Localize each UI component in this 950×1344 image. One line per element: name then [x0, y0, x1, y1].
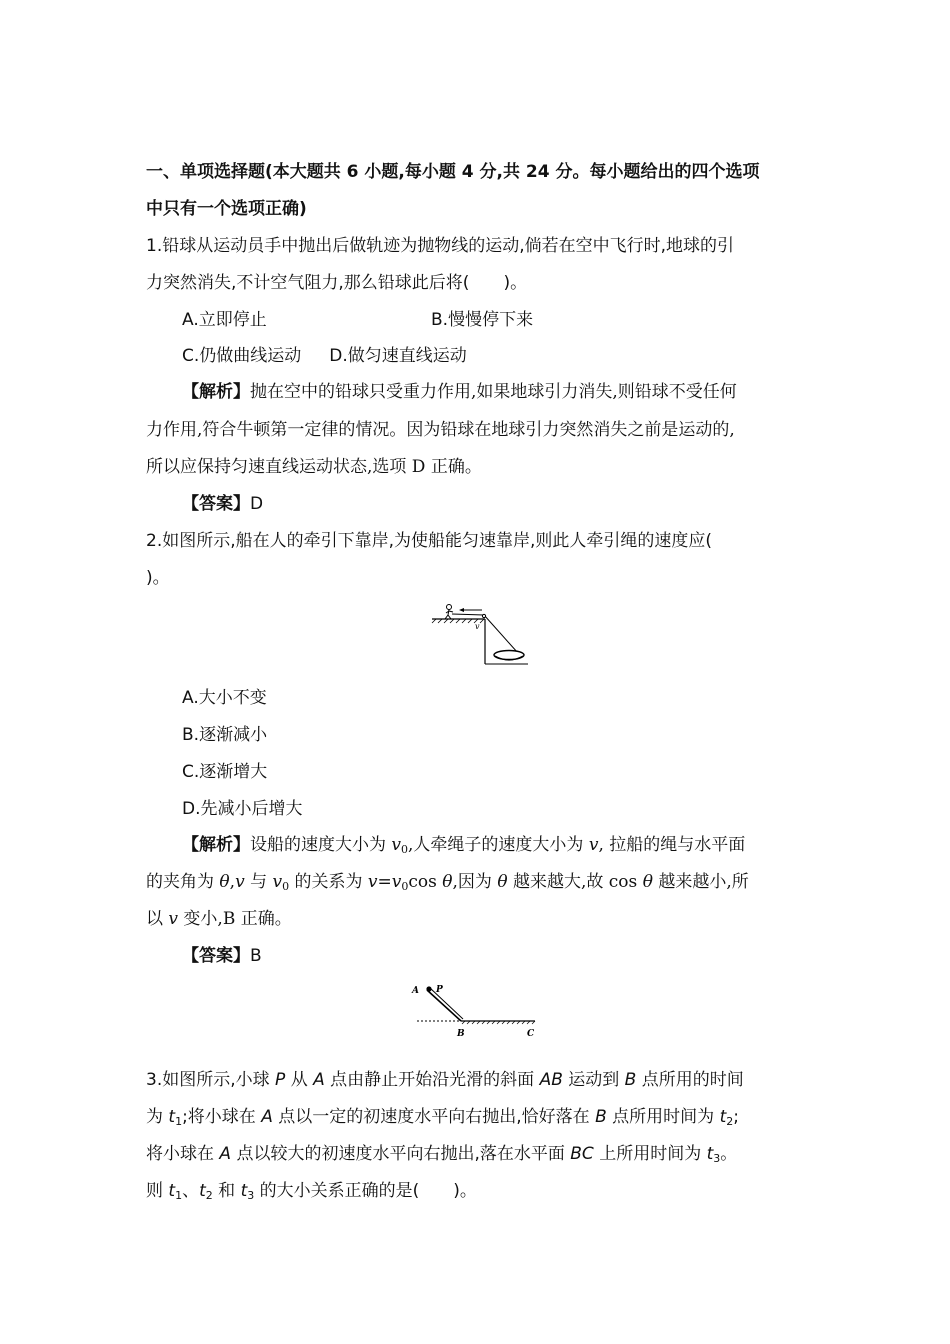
q2-answer-label: 【答案】	[182, 946, 250, 966]
q3-text: 和	[212, 1181, 241, 1201]
q2-analysis-text: ,	[229, 872, 236, 892]
q3-text: 、	[182, 1181, 200, 1201]
incline-ab	[427, 990, 461, 1021]
var-p: P	[275, 1070, 286, 1090]
figure-label-b: B	[457, 1029, 465, 1039]
q3-text: 将小球在	[146, 1144, 220, 1164]
q3-text: ;	[733, 1107, 739, 1127]
q2-analysis-text: 变小,B 正确。	[178, 909, 292, 929]
var-a: A	[219, 1144, 232, 1164]
figure-label-p: P	[436, 985, 443, 995]
var-b: B	[595, 1107, 607, 1127]
subscript: 0	[401, 843, 409, 856]
q1-options-cd	[182, 344, 467, 368]
q3-text: 的大小关系正确的是( )。	[254, 1181, 477, 1201]
var-theta: θ	[219, 872, 230, 892]
var-v: v	[235, 872, 245, 892]
var-theta: θ	[497, 872, 508, 892]
q3-stem-line3	[146, 1142, 737, 1166]
rope	[484, 615, 518, 653]
q2-analysis-text: 的关系为	[289, 872, 368, 892]
var-theta: θ	[642, 872, 653, 892]
subscript: 3	[713, 1152, 721, 1165]
var-theta: θ	[442, 872, 453, 892]
q3-text: 点所用时间为	[606, 1107, 720, 1127]
var-v: v	[272, 872, 283, 892]
q1-answer-label: 【答案】	[182, 494, 250, 514]
subscript: 0	[401, 880, 409, 893]
boat-icon	[494, 651, 524, 661]
q2-option-d: D.先减小后增大	[182, 799, 303, 819]
var-t: t	[706, 1144, 714, 1164]
q1-analysis-line2: 力作用,符合牛顿第一定律的情况。因为铅球在地球引力突然消失之前是运动的,	[146, 420, 735, 440]
q2-analysis-text: 的夹角为	[146, 872, 220, 892]
var-t: t	[240, 1181, 248, 1201]
q2-analysis-line3	[146, 907, 292, 931]
q1-option-d: D.做匀速直线运动	[329, 346, 467, 366]
q2-option-c: C.逐渐增大	[182, 762, 268, 782]
q3-text: ;将小球在	[182, 1107, 262, 1127]
q1-option-b: B.慢慢停下来	[431, 310, 534, 330]
q2-analysis-line2	[146, 870, 749, 894]
var-a: A	[313, 1070, 325, 1090]
q2-option-a: A.大小不变	[182, 688, 267, 708]
q1-analysis-line3: 所以应保持匀速直线运动状态,选项 D 正确。	[146, 457, 482, 477]
q2-analysis-text: , 拉船的绳与水平面	[598, 835, 746, 855]
section-title-line2: 中只有一个选项正确)	[146, 199, 307, 219]
q3-stem-line4	[146, 1179, 477, 1203]
q1-analysis-label: 【解析】	[182, 382, 250, 402]
q1-option-a: A.立即停止	[182, 310, 267, 330]
q2-stem-line2: )。	[146, 568, 170, 588]
var-t: t	[199, 1181, 206, 1201]
var-a: A	[261, 1107, 273, 1127]
q3-text: 点由静止开始沿光滑的斜面	[324, 1070, 540, 1090]
q1-stem-line2: 力突然消失,不计空气阻力,那么铅球此后将( )。	[146, 273, 528, 293]
q3-text: 点以较大的初速度水平向右抛出,落在水平面	[231, 1144, 571, 1164]
q3-text: 点所用的时间	[636, 1070, 744, 1090]
q3-text: 从	[285, 1070, 314, 1090]
figure-label-a: A	[412, 986, 419, 996]
q3-text: 。	[720, 1144, 738, 1164]
pulley-icon	[482, 614, 485, 617]
q1-answer	[182, 492, 263, 516]
q2-answer	[182, 944, 262, 968]
subscript: 2	[205, 1189, 213, 1202]
q2-answer-value: B	[250, 946, 262, 966]
var-v: v	[168, 909, 179, 929]
boat-pulling-figure	[430, 598, 530, 668]
var-v: v	[391, 872, 402, 892]
rope-top	[452, 614, 484, 615]
subscript: 2	[726, 1115, 734, 1128]
figure-label-c: C	[527, 1029, 535, 1039]
q2-option-b: B.逐渐减小	[182, 725, 268, 745]
var-v: v	[588, 835, 599, 855]
q1-analysis-line1	[182, 380, 737, 404]
var-t: t	[168, 1181, 176, 1201]
equals-sign: =	[377, 872, 392, 892]
var-bc: BC	[570, 1144, 594, 1164]
q1-analysis-text1: 抛在空中的铅球只受重力作用,如果地球引力消失,则铅球不受任何	[250, 382, 737, 402]
q2-stem-line1: 2.如图所示,船在人的牵引下靠岸,为使船能匀速靠岸,则此人牵引绳的速度应(	[146, 531, 713, 551]
var-v: v	[391, 835, 402, 855]
var-b: B	[624, 1070, 637, 1090]
q3-text: 点以一定的初速度水平向右抛出,恰好落在	[272, 1107, 596, 1127]
cos-text: cos	[408, 872, 443, 892]
q3-text: 则	[146, 1181, 169, 1201]
q1-option-c: C.仍做曲线运动	[182, 346, 302, 366]
q2-analysis-text: 越来越大,故 cos	[507, 872, 643, 892]
figure-label-v: v	[475, 622, 480, 631]
subscript: 3	[247, 1189, 255, 1202]
var-v: v	[367, 872, 378, 892]
var-ab: AB	[539, 1070, 563, 1090]
q2-analysis-text: 设船的速度大小为	[250, 835, 392, 855]
incline-ab-edge	[430, 988, 463, 1019]
q3-text: 为	[146, 1107, 169, 1127]
incline-figure	[405, 978, 545, 1048]
q2-analysis-text: ,因为	[452, 872, 498, 892]
person-icon	[445, 605, 453, 620]
q2-analysis-label: 【解析】	[182, 835, 250, 855]
q2-analysis-text: 越来越小,所	[652, 872, 749, 892]
q1-answer-value: D	[250, 494, 264, 514]
q2-analysis-text: ,人牵绳子的速度大小为	[408, 835, 589, 855]
q2-analysis-text: 与	[244, 872, 273, 892]
q3-stem-line2	[146, 1105, 739, 1129]
q2-analysis-line1	[182, 833, 745, 857]
q3-text: 3.如图所示,小球	[146, 1070, 276, 1090]
section-title-line1: 一、单项选择题(本大题共 6 小题,每小题 4 分,共 24 分。每小题给出的四个选项	[146, 162, 760, 182]
ball-p-icon	[426, 986, 431, 991]
subscript: 1	[175, 1115, 183, 1128]
q3-text: 上所用时间为	[593, 1144, 707, 1164]
q3-stem-line1	[146, 1068, 744, 1092]
var-t: t	[168, 1107, 176, 1127]
pull-direction-arrow	[459, 608, 482, 612]
q1-stem-line1: 1.铅球从运动员手中抛出后做轨迹为抛物线的运动,倘若在空中飞行时,地球的引	[146, 236, 735, 256]
var-t: t	[719, 1107, 727, 1127]
q3-text: 运动到	[562, 1070, 625, 1090]
q2-analysis-text: 以	[146, 909, 169, 929]
subscript: 0	[282, 880, 290, 893]
subscript: 1	[175, 1189, 183, 1202]
